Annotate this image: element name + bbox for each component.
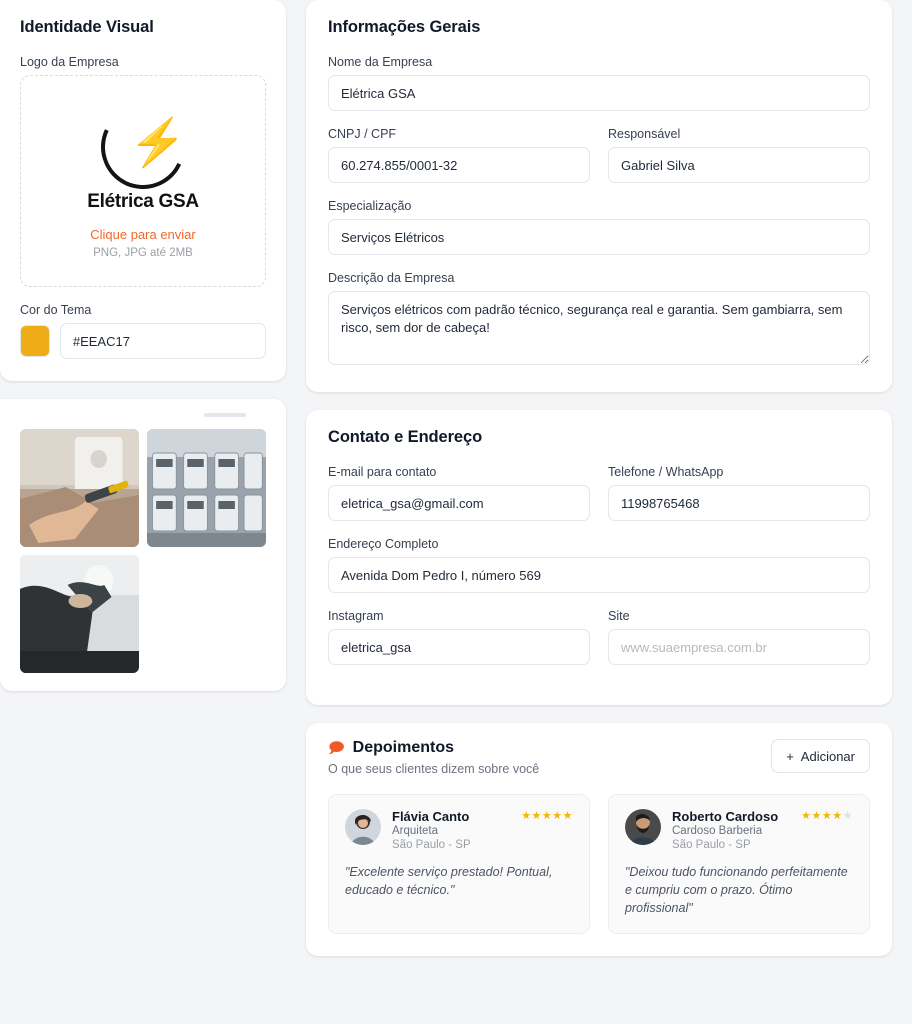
theme-color-label: Cor do Tema <box>20 303 92 317</box>
gallery-photo-3[interactable] <box>20 555 139 673</box>
logo-brand-text: Elétrica GSA <box>87 191 199 212</box>
testimonial-item[interactable] <box>328 794 590 934</box>
gallery-card <box>0 399 286 691</box>
testimonial-city: São Paulo - SP <box>672 839 751 851</box>
avatar-image-roberto <box>625 809 661 845</box>
gallery-grid <box>20 429 266 673</box>
cnpj-responsible-row <box>328 127 870 199</box>
testimonial-text: "Excelente serviço prestado! Pontual, educado e técnico." <box>345 865 553 898</box>
address-field-wrap <box>328 537 870 593</box>
description-textarea[interactable] <box>328 291 870 365</box>
testimonials-title: Depoimentos <box>352 739 454 756</box>
company-name-field <box>328 55 870 111</box>
instagram-label: Instagram <box>328 609 384 623</box>
address-input[interactable] <box>328 557 870 593</box>
testimonial-item[interactable] <box>608 794 870 934</box>
avatar-image-flavia <box>345 809 381 845</box>
email-input[interactable] <box>328 485 590 521</box>
add-testimonial-label: Adicionar <box>800 748 855 764</box>
email-phone-row <box>328 465 870 537</box>
theme-color-swatch[interactable] <box>20 325 50 357</box>
testimonial-text: "Deixou tudo funcionando perfeitamente e cumpriu com o prazo. Ótimo profissional" <box>625 865 848 916</box>
photo-luminaria-image <box>20 555 139 673</box>
cnpj-field <box>328 127 590 183</box>
photo-tomada-image <box>20 429 139 547</box>
rating-stars: ★★★★★ <box>801 810 853 822</box>
responsible-field <box>608 127 870 199</box>
company-name-label: Nome da Empresa <box>328 55 433 69</box>
phone-input[interactable] <box>608 485 870 521</box>
testimonials-header <box>328 739 870 776</box>
right-column <box>306 0 912 1024</box>
logo-upload-dropzone[interactable] <box>20 75 266 287</box>
rating-stars: ★★★★★ <box>521 810 573 822</box>
responsible-label: Responsável <box>608 127 681 141</box>
testimonials-card <box>306 723 892 956</box>
gallery-photo-1[interactable] <box>20 429 139 547</box>
instagram-field-wrap <box>328 609 590 665</box>
responsible-input[interactable] <box>608 147 870 183</box>
site-input[interactable] <box>608 629 870 665</box>
contact-address-card <box>306 410 892 705</box>
testimonial-name: Flávia Canto <box>392 809 470 824</box>
testimonial-role: Cardoso Barberia <box>672 825 763 837</box>
testimonial-name: Roberto Cardoso <box>672 809 779 824</box>
instagram-site-row <box>328 609 870 681</box>
avatar <box>625 809 661 845</box>
gallery-photo-2[interactable] <box>147 429 266 547</box>
visual-identity-card <box>0 0 286 381</box>
testimonial-role: Arquiteta <box>392 825 439 837</box>
phone-field-wrap <box>608 465 870 537</box>
testimonials-grid <box>328 794 870 934</box>
plus-icon: + <box>786 748 794 764</box>
avatar <box>345 809 381 845</box>
chat-bubble-icon: 🗩 <box>328 739 345 757</box>
photo-medidores-image <box>147 429 266 547</box>
testimonials-subtitle: O que seus clientes dizem sobre você <box>328 762 540 776</box>
cnpj-input[interactable] <box>328 147 590 183</box>
email-label: E-mail para contato <box>328 465 437 479</box>
general-info-card <box>306 0 892 392</box>
gallery-drag-handle[interactable] <box>204 413 246 417</box>
add-testimonial-button[interactable] <box>771 739 870 773</box>
logo-field-label: Logo da Empresa <box>20 55 119 69</box>
description-field <box>328 271 870 370</box>
specialization-input[interactable] <box>328 219 870 255</box>
description-label: Descrição da Empresa <box>328 271 455 285</box>
company-logo-icon <box>83 103 203 189</box>
contact-title: Contato e Endereço <box>328 428 483 446</box>
company-name-input[interactable] <box>328 75 870 111</box>
instagram-input[interactable] <box>328 629 590 665</box>
site-label: Site <box>608 609 630 623</box>
site-field-wrap <box>608 609 870 681</box>
testimonial-city: São Paulo - SP <box>392 839 471 851</box>
cnpj-label: CNPJ / CPF <box>328 127 397 141</box>
upload-hint-text: PNG, JPG até 2MB <box>93 247 193 259</box>
phone-label: Telefone / WhatsApp <box>608 465 724 479</box>
visual-identity-title: Identidade Visual <box>20 18 154 36</box>
theme-color-input[interactable] <box>60 323 266 359</box>
upload-logo-link[interactable]: Clique para enviar <box>90 227 196 242</box>
specialization-label: Especialização <box>328 199 412 213</box>
general-info-title: Informações Gerais <box>328 18 481 36</box>
lightning-bolt-icon: ⚡ <box>129 116 187 168</box>
left-column <box>0 0 286 1024</box>
email-field-wrap <box>328 465 590 521</box>
specialization-field <box>328 199 870 255</box>
address-label: Endereço Completo <box>328 537 439 551</box>
